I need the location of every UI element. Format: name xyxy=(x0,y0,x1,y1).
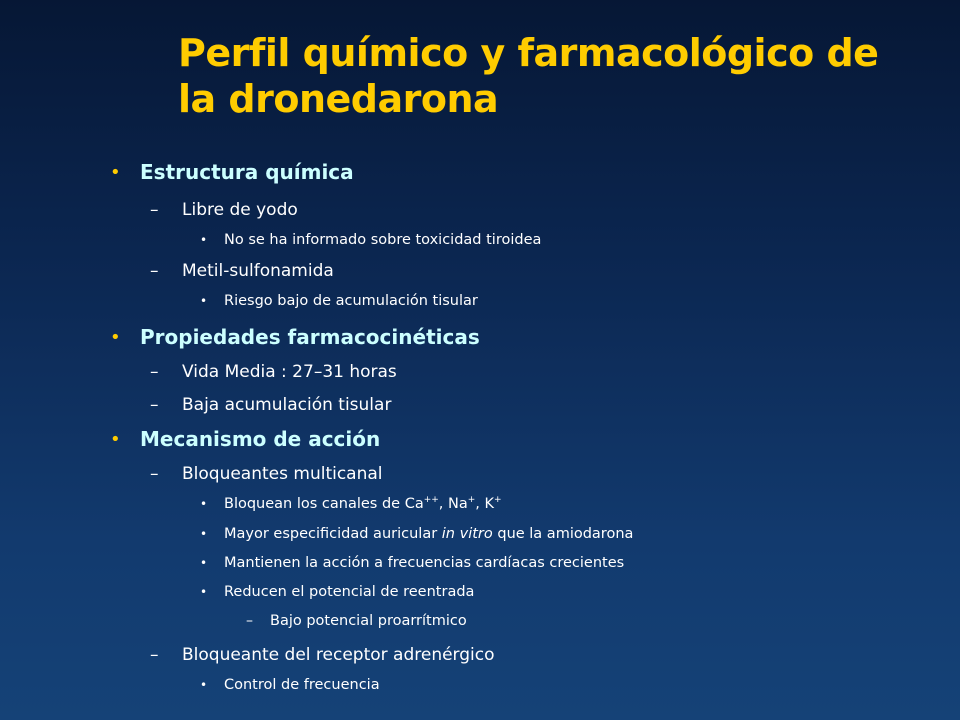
bullet-dash: – xyxy=(150,261,159,281)
sub-list-item-text: Reducen el potencial de reentrada xyxy=(224,584,475,600)
specificity-text: Mayor especificidad auricular xyxy=(224,526,442,542)
bullet-dot: • xyxy=(200,678,208,692)
bullet-dot: • xyxy=(110,162,121,183)
section-heading: Estructura química xyxy=(140,160,354,184)
sub-list-item-text: Riesgo bajo de acumulación tisular xyxy=(224,293,478,309)
list-item-text: Baja acumulación tisular xyxy=(182,395,392,415)
bullet-dash: – xyxy=(150,464,159,484)
list-item-text: Bloqueante del receptor adrenérgico xyxy=(182,645,495,665)
bullet-dash: – xyxy=(150,645,159,665)
bullet-dot: • xyxy=(200,497,208,511)
ions-text: , K xyxy=(475,496,495,512)
list-item-text: Bloqueantes multicanal xyxy=(182,464,383,484)
ions-text: , Na xyxy=(438,496,468,512)
bullet-dot: • xyxy=(200,585,208,599)
slide-title xyxy=(178,30,938,122)
sub-list-item-text: Control de frecuencia xyxy=(224,677,380,693)
sub-sub-list-item-text: Bajo potencial proarrítmico xyxy=(270,613,467,629)
potassium-charge: + xyxy=(494,495,502,506)
bullet-dot: • xyxy=(200,527,208,541)
sub-list-item-text xyxy=(224,496,502,512)
bullet-dot: • xyxy=(200,294,208,308)
sub-list-item-text: Mantienen la acción a frecuencias cardíacas crecientes xyxy=(224,555,625,571)
list-item-text: Metil-sulfonamida xyxy=(182,261,334,281)
bullet-dot: • xyxy=(200,556,208,570)
sub-list-item-text: No se ha informado sobre toxicidad tiroidea xyxy=(224,232,542,248)
calcium-charge: ++ xyxy=(423,495,439,506)
sodium-charge: + xyxy=(467,495,476,506)
bullet-dash: – xyxy=(246,613,253,629)
specificity-text: que la amiodarona xyxy=(492,526,634,542)
list-item-text: Libre de yodo xyxy=(182,200,298,220)
section-heading: Mecanismo de acción xyxy=(140,427,381,451)
slide-title-line-2: la dronedarona xyxy=(178,77,499,121)
bullet-dash: – xyxy=(150,200,159,220)
list-item-text: Vida Media : 27–31 horas xyxy=(182,362,397,382)
bullet-dot: • xyxy=(200,233,208,247)
bullet-dash: – xyxy=(150,395,159,415)
bullet-dot: • xyxy=(110,429,121,450)
section-heading: Propiedades farmacocinéticas xyxy=(140,325,480,349)
bullet-dash: – xyxy=(150,362,159,382)
in-vitro-text: in vitro xyxy=(441,526,493,542)
slide-title-line-1: Perfil químico y farmacológico de xyxy=(178,31,879,75)
bullet-dot: • xyxy=(110,327,121,348)
ions-text: Bloquean los canales de Ca xyxy=(224,496,424,512)
sub-list-item-text xyxy=(224,526,633,542)
